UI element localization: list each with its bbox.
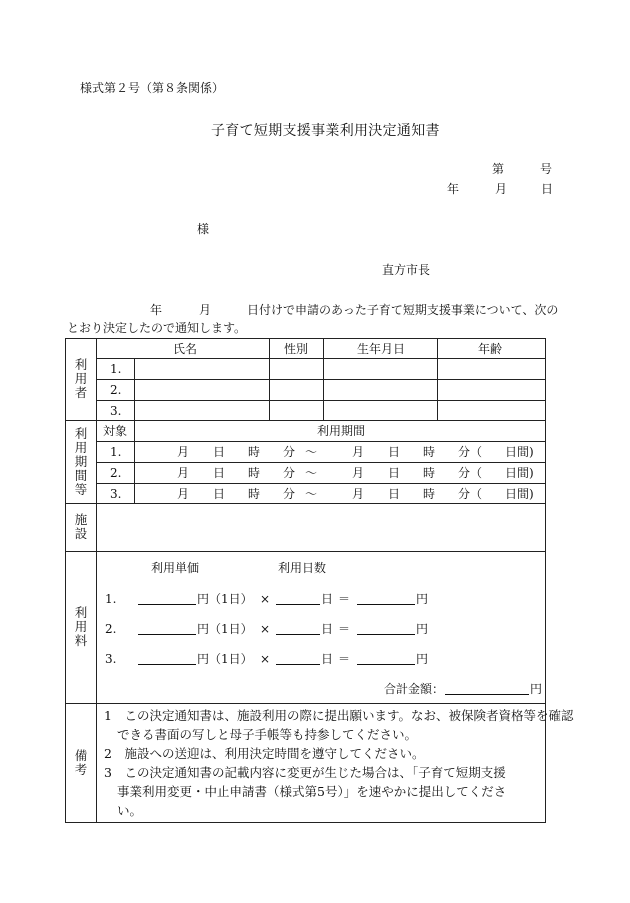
token-hour: 時 — [423, 445, 436, 459]
token-month: 月 — [177, 466, 190, 480]
remarks-line: 1 この決定通知書は、施設利用の際に提出願います。なお、被保険者資格等を確認 — [104, 708, 574, 723]
token-tilde: ～ — [305, 466, 318, 480]
token-month: 月 — [352, 466, 365, 480]
col-header-gender: 性別 — [284, 342, 309, 356]
period-row-number: 3. — [110, 487, 122, 501]
fee-yen: 円 — [416, 622, 429, 636]
facility-section-label: 施設 — [74, 512, 88, 541]
period-section-label: 利用期間等 — [74, 426, 88, 497]
token-minute: 分 — [283, 445, 296, 459]
intro-text-line2: とおり決定したので通知します。 — [67, 321, 247, 335]
token-minute: 分（ — [458, 487, 483, 501]
issuer: 直方市長 — [382, 263, 431, 277]
fee-unit-price-blank — [138, 664, 196, 665]
token-days: 日間) — [505, 445, 534, 459]
intro-text-line1: 日付けで申請のあった子育て短期支援事業について、次の — [247, 303, 559, 317]
addressee-suffix: 様 — [197, 222, 210, 236]
token-days: 日間) — [505, 487, 534, 501]
remarks-section-label: 備考 — [74, 748, 88, 777]
token-tilde: ～ — [305, 487, 318, 501]
intro-year: 年 — [150, 303, 163, 317]
token-minute: 分（ — [458, 466, 483, 480]
user-row-number: 1. — [110, 362, 122, 376]
fee-times: × — [260, 622, 271, 636]
fee-row-number: 1. — [105, 592, 117, 606]
date-day: 日 — [541, 182, 554, 196]
doc-number-dai: 第 — [492, 162, 505, 176]
fee-times: × — [260, 592, 271, 606]
date-month: 月 — [495, 182, 508, 196]
token-day: 日 — [213, 466, 226, 480]
token-day: 日 — [388, 487, 401, 501]
fee-equals: ＝ — [338, 622, 351, 636]
token-month: 月 — [352, 487, 365, 501]
token-minute: 分 — [283, 466, 296, 480]
token-days: 日間) — [505, 466, 534, 480]
fee-header-unit-price: 利用単価 — [151, 561, 200, 575]
fee-row-number: 2. — [105, 622, 117, 636]
fee-days-blank — [276, 634, 320, 635]
token-month: 月 — [177, 487, 190, 501]
token-tilde: ～ — [305, 445, 318, 459]
fee-subtotal-blank — [357, 634, 415, 635]
fee-unit-price-blank — [138, 604, 196, 605]
fee-section-label: 利用料 — [74, 605, 88, 648]
fee-times: × — [260, 652, 271, 666]
period-row-number: 2. — [110, 466, 122, 480]
fee-yen-per-day: 円（1日） — [197, 622, 253, 636]
remarks-line: できる書面の写しと母子手帳等も持参してください。 — [117, 727, 418, 742]
fee-total-yen: 円 — [530, 682, 543, 696]
token-hour: 時 — [423, 487, 436, 501]
fee-yen-per-day: 円（1日） — [197, 592, 253, 606]
fee-subtotal-blank — [357, 664, 415, 665]
user-row-number: 3. — [110, 404, 122, 418]
users-section-label: 利用者 — [74, 357, 88, 400]
token-hour: 時 — [248, 445, 261, 459]
token-day: 日 — [388, 445, 401, 459]
remarks-line: 2 施設への送迎は、利用決定時間を遵守してください。 — [104, 746, 425, 761]
page-title: 子育て短期支援事業利用決定通知書 — [211, 123, 440, 139]
token-hour: 時 — [423, 466, 436, 480]
fee-header-days: 利用日数 — [278, 561, 327, 575]
token-month: 月 — [352, 445, 365, 459]
token-day: 日 — [213, 445, 226, 459]
token-day: 日 — [388, 466, 401, 480]
fee-unit-price-blank — [138, 634, 196, 635]
fee-total-blank — [445, 694, 529, 695]
fee-subtotal-blank — [357, 604, 415, 605]
fee-row-number: 3. — [105, 652, 117, 666]
col-header-target: 対象 — [103, 424, 128, 438]
token-hour: 時 — [248, 466, 261, 480]
col-header-period: 利用期間 — [317, 424, 366, 438]
token-minute: 分（ — [458, 445, 483, 459]
doc-number-go: 号 — [540, 162, 553, 176]
remarks-line: 3 この決定通知書の記載内容に変更が生じた場合は、「子育て短期支援 — [104, 765, 506, 780]
token-month: 月 — [177, 445, 190, 459]
token-hour: 時 — [248, 487, 261, 501]
fee-day: 日 — [321, 622, 334, 636]
token-day: 日 — [213, 487, 226, 501]
fee-equals: ＝ — [338, 652, 351, 666]
intro-month: 月 — [199, 303, 212, 317]
fee-day: 日 — [321, 592, 334, 606]
fee-yen: 円 — [416, 652, 429, 666]
fee-equals: ＝ — [338, 592, 351, 606]
form-number: 様式第２号（第８条関係） — [80, 81, 225, 95]
user-row-number: 2. — [110, 383, 122, 397]
col-header-age: 年齢 — [478, 342, 503, 356]
token-minute: 分 — [283, 487, 296, 501]
fee-day: 日 — [321, 652, 334, 666]
date-year: 年 — [447, 182, 460, 196]
remarks-line: 事業利用変更・中止申請書（様式第5号）」を速やかに提出してくださ — [117, 784, 507, 799]
fee-yen: 円 — [416, 592, 429, 606]
fee-yen-per-day: 円（1日） — [197, 652, 253, 666]
col-header-birthdate: 生年月日 — [357, 342, 406, 356]
remarks-line: い。 — [117, 803, 143, 818]
fee-days-blank — [276, 664, 320, 665]
fee-days-blank — [276, 604, 320, 605]
fee-total-label: 合計金額： — [384, 682, 445, 696]
col-header-name: 氏名 — [173, 342, 198, 356]
period-row-number: 1. — [110, 445, 122, 459]
